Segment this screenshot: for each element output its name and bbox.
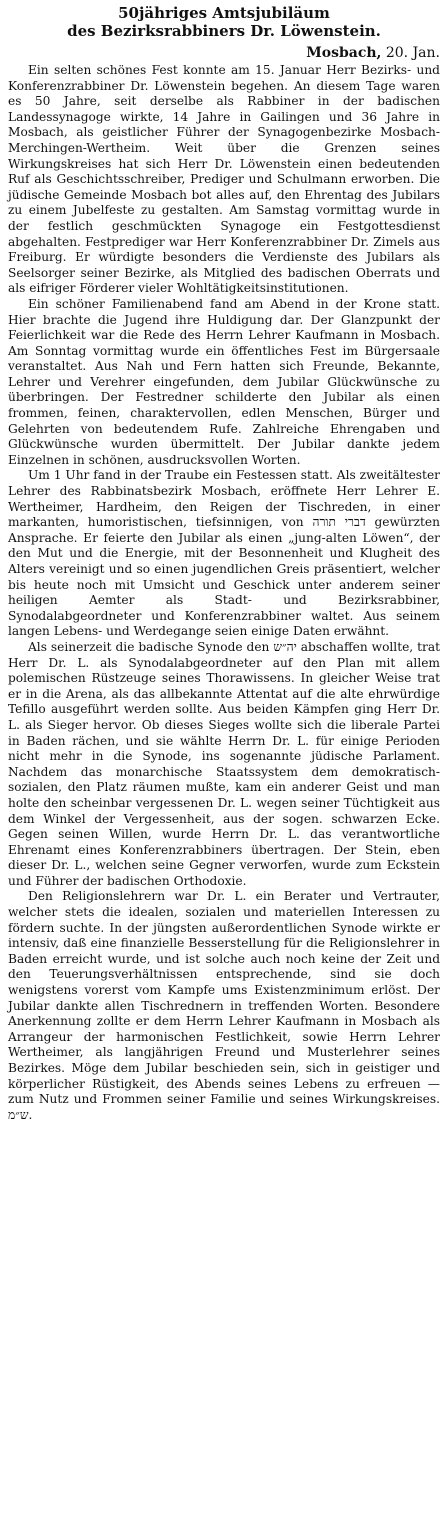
dateline (8, 44, 440, 62)
paragraph-1: Ein selten schönes Fest konnte am 15. Januar Herr Bezirks- und Konferenzrabbiner Dr. Löwenstein begehen. An diesem Tage waren es 50 Jahre, seit derselbe als Rabbiner in der badischen Landessynagoge wirkte, 14 Jahre in Gailingen und 36 Jahre in Mosbach, als geistlicher Führer der Synagogenbezirke Mosbach-Merchingen-Wertheim. Weit über die Grenzen seines Wirkungskreises hat sich Herr Dr. Löwenstein einen bedeutenden Ruf als Geschichtsschreiber, Prediger und Schulmann erworben. Die jüdische Gemeinde Mosbach bot alles auf, den Ehrentag des Jubilars zu einem Jubelfeste zu gestalten. Am Samstag vormittag wurde in der festlich geschmückten Synagoge ein Festgottesdienst abgehalten. Festprediger war Herr Konferenzrabbiner Dr. Zimels aus Freiburg. Er würdigte besonders die Verdienste des Jubilars als Seelsorger seiner Bezirke, als Mitglied des badischen Oberrats und als eifriger Förderer vieler Wohltätigkeitsinstitutionen. (8, 63, 440, 296)
paragraph-4: Als seinerzeit die badische Synode den יה״ש abschaffen wollte, trat Herr Dr. L. als Synodalabgeordneter auf den Plan mit allem polemischen Rüstzeuge seines Thorawissens. In gleicher Weise trat er in die Arena, als das allbekannte Attentat auf die alte ehrwürdige Tefillo ausgeführt werden sollte. Aus beiden Kämpfen ging Herr Dr. L. als Sieger hervor. Ob dieses Sieges wollte sich die liberale Partei in Baden rächen, und sie wählte Herrn Dr. L. für einige Perioden nicht mehr in die Synode, ins sogenannte jüdische Parlament. Nachdem das monarchische Staatssystem dem demokratisch-sozialen, den Platz räumen mußte, kam ein anderer Geist und man holte den scheinbar vergessenen Dr. L. wegen seiner Tüchtigkeit aus dem Winkel der Vergessenheit, aus der sogen. schwarzen Ecke. Gegen seinen Willen, wurde Herrn Dr. L. das verantwortliche Ehrenamt eines Konferenzrabbiners übertragen. Der Stein, eben dieser Dr. L., welchen seine Gegner verworfen, wurde zum Eckstein und Führer der badischen Orthodoxie. (8, 639, 441, 888)
dateline-date: 20. Jan. (385, 45, 440, 61)
paragraph-3: Um 1 Uhr fand in der Traube ein Festessen statt. Als zweitältester Lehrer des Rabbinatsbezirk Mosbach, eröffnete Herr Lehrer E. Wertheimer, Hardheim, den Reigen der Tischreden, in einer markanten, humoristischen, tiefsinnigen, von דברי תורה gewürzten Ansprache. Er feierte den Jubilar als einen „jung-alten Löwen“, der den Mut und die Energie, mit der Besonnenheit und Klugheit des Alters vereinigt und so einen jugendlichen Greis präsentiert, welcher bis heute noch mit Umsicht und Geschick unter anderem seiner heiligen Aemter als Stadt- und Bezirksrabbiner, Synodalabgeordneter und Konferenzrabbiner waltet. Aus seinem langen Lebens- und Werdegange seien einige Daten erwähnt. (8, 468, 440, 639)
paragraph-2: Ein schöner Familienabend fand am Abend in der Krone statt. Hier brachte die Jugend ihre Huldigung dar. Der Glanzpunkt der Feierlichkeit war die Rede des Herrn Lehrer Kaufmann in Mosbach. Am Sonntag vormittag wurde ein öffentliches Fest im Bürgersaale veranstaltet. Aus Nah und Fern hatten sich Freunde, Bekannte, Lehrer und Verehrer eingefunden, dem Jubilar Glückwünsche zu überbringen. Der Festredner schilderte den Jubilar als einen frommen, feinen, charaktervollen, edlen Menschen, Bürger und Gelehrten von bedeutendem Rufe. Zahlreiche Ehrengaben und Glückwünsche wurden übermittelt. Der Jubilar dankte jedem Einzelnen in schönen, ausdrucksvollen Worten. (8, 296, 440, 467)
headline-line-1: 50jähriges Amtsjubiläum (118, 4, 330, 22)
newspaper-article (8, 4, 440, 1123)
dateline-place: Mosbach, (306, 45, 382, 61)
article-body (8, 63, 440, 1123)
headline-line-2: des Bezirksrabbiners Dr. Löwenstein. (67, 22, 381, 40)
paragraph-5: Den Religionslehrern war Dr. L. ein Berater und Vertrauter, welcher stets die idealen, sozialen und materiellen Interessen zu fördern suchte. In der jüngsten außerordentlichen Synode wirkte er intensiv, daß eine finanzielle Besserstellung für die Religionslehrer in Baden erreicht wurde, und ist solche auch noch keine der Zeit und den Teuerungsverhältnissen entsprechende, sind sie doch wenigstens vorerst vom Kampfe ums Existenzminimum erlöst. Der Jubilar dankte allen Tischrednern in treffenden Worten. Besondere Anerkennung zollte er dem Herrn Lehrer Kaufmann in Mosbach als Arrangeur der harmonischen Festlichkeit, sowie Herrn Lehrer Wertheimer, als langjährigen Freund und Musterlehrer seines Bezirkes. Möge dem Jubilar beschieden sein, sich in geistiger und körperlicher Rüstigkeit, des Abends seines Lebens zu erfreuen — zum Nutz und Frommen seiner Familie und seines Wirkungskreises. ש״מ. (8, 889, 440, 1122)
